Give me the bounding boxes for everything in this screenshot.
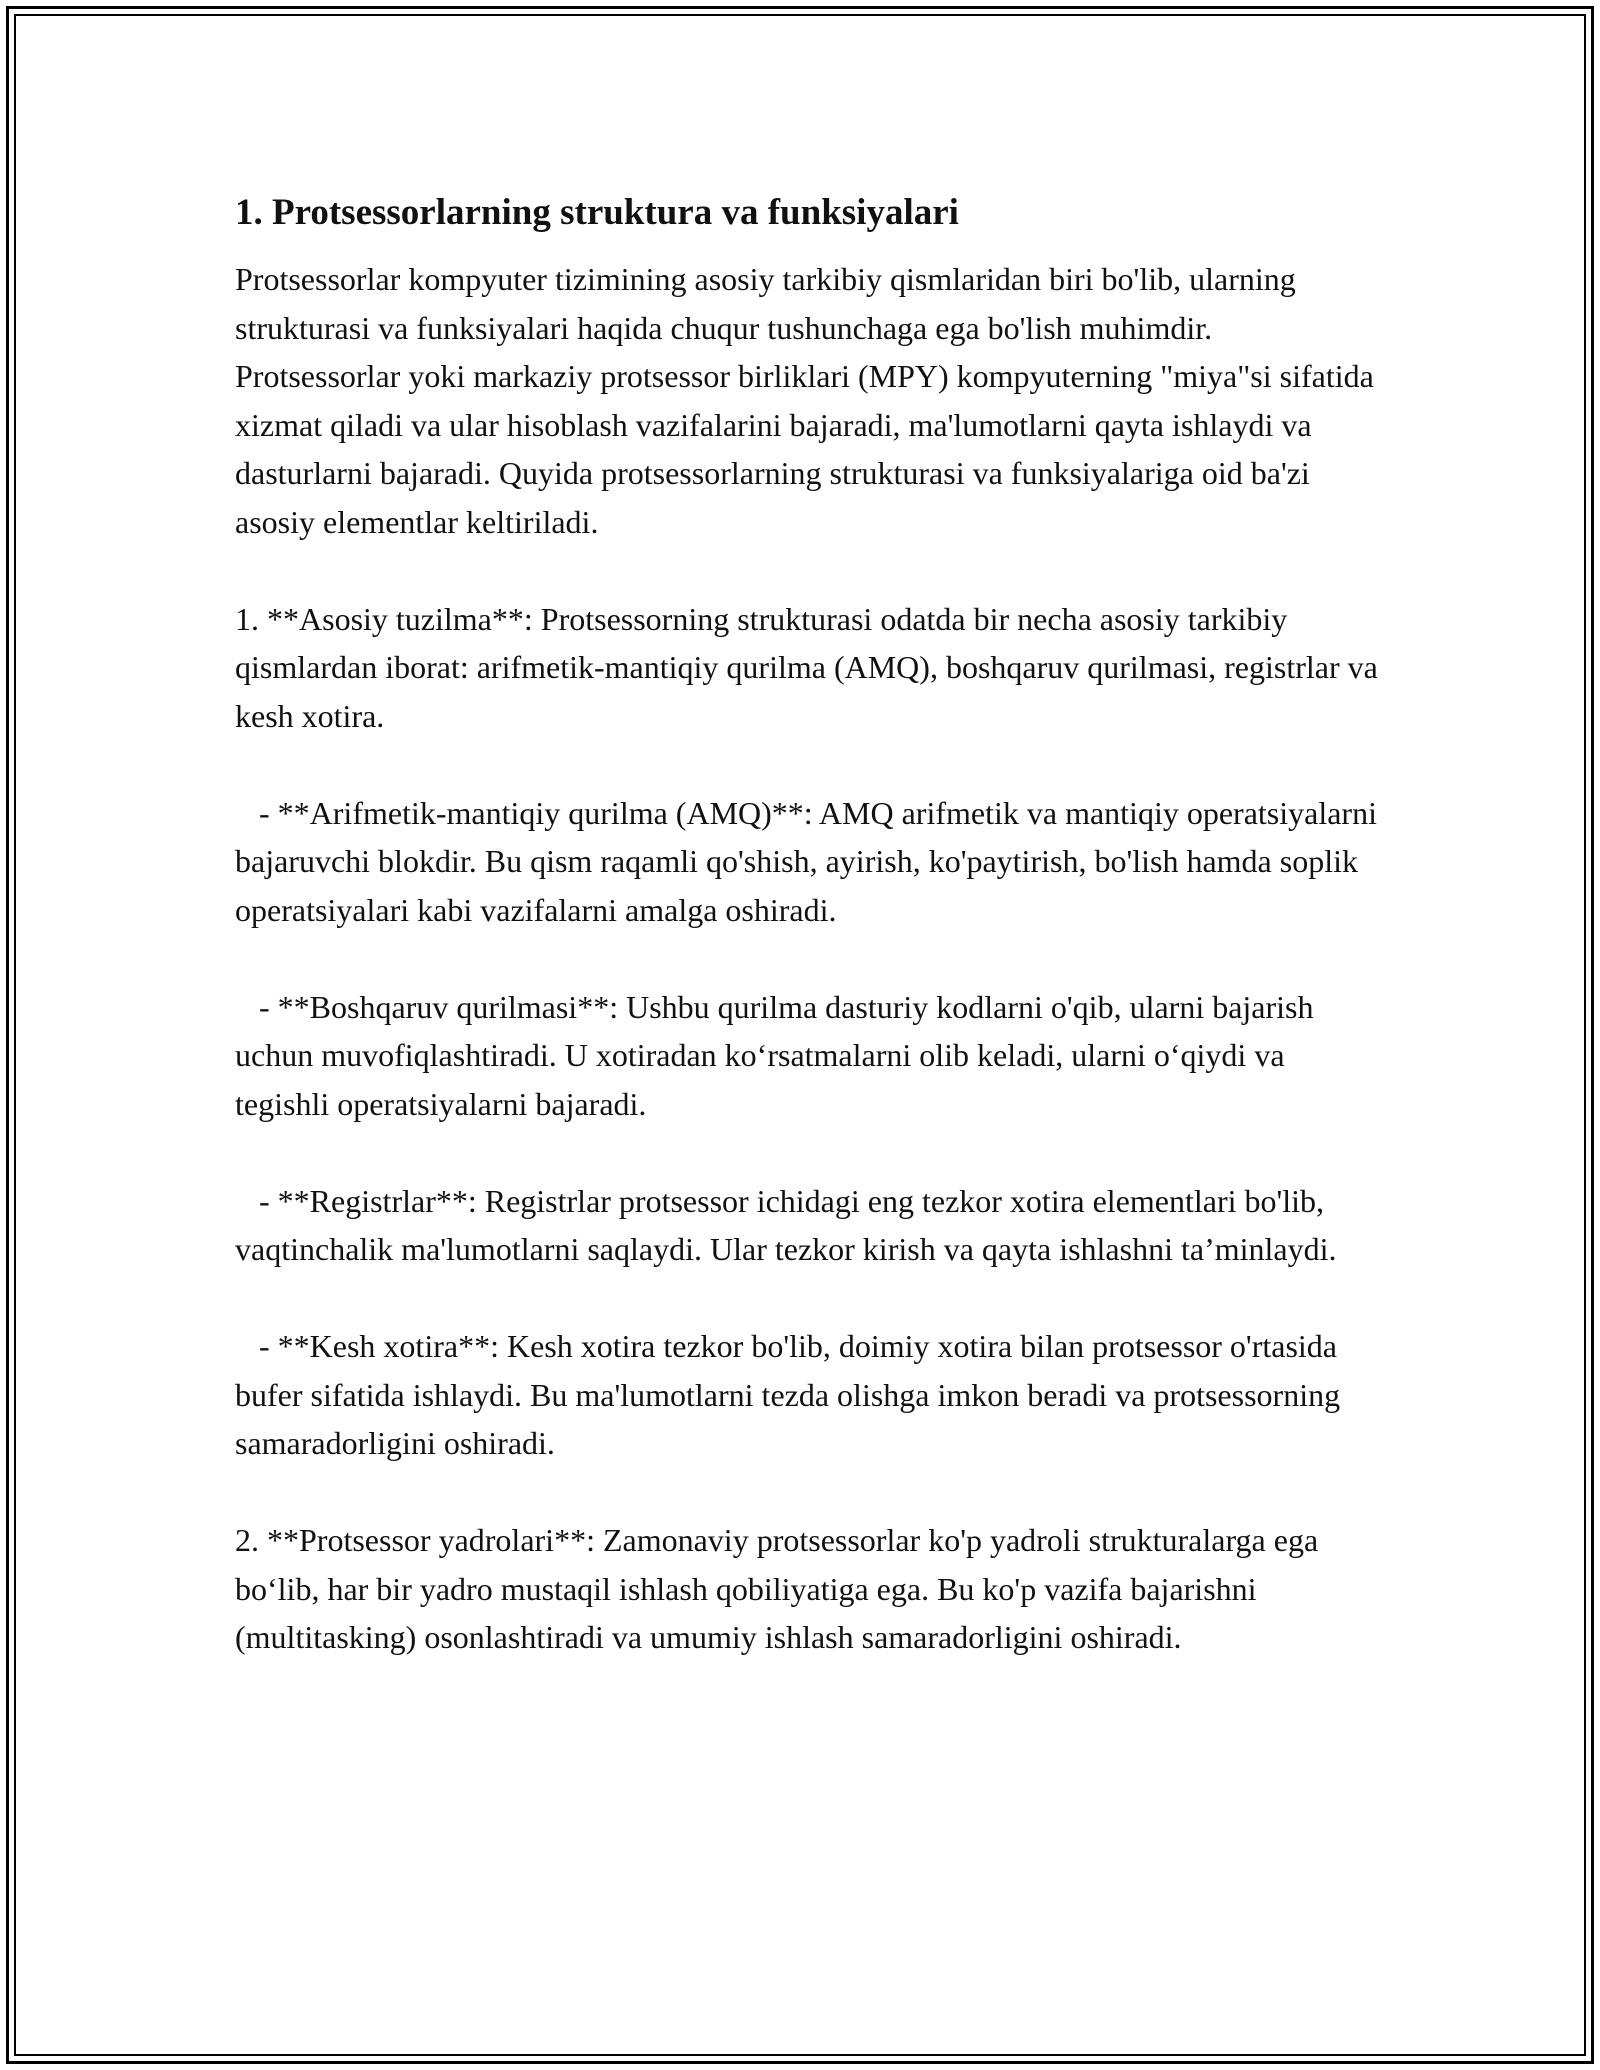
list-item-asosiy-tuzilma: 1. **Asosiy tuzilma**: Protsessorning strukturasi odatda bir necha asosiy tarkibiy qismlardan iborat: arifmetik-mantiqiy qurilma (AMQ), boshqaruv qurilmasi, registrlar va kesh xotira. <box>235 600 1386 734</box>
sub-item-amq: - **Arifmetik-mantiqiy qurilma (AMQ)**: AMQ arifmetik va mantiqiy operatsiyalarni bajaruvchi blokdir. Bu qism raqamli qo'shish, ayirish, ko'paytirish, bo'lish hamda soplik operatsiyalari kabi vazifalarni amalga oshiradi. <box>235 794 1385 928</box>
section-heading: 1. Protsessorlarning struktura va funksiyalari <box>235 192 959 233</box>
sub-item-registrlar: - **Registrlar**: Registrlar protsessor ichidagi eng tezkor xotira elementlari bo'lib, vaqtinchalik ma'lumotlarni saqlaydi. Ular tezkor kirish va qayta ishlashni ta’minlaydi. <box>235 1182 1337 1267</box>
document-body <box>235 185 1385 1710</box>
sub-item-boshqaruv: - **Boshqaruv qurilmasi**: Ushbu qurilma dasturiy kodlarni o'qib, ularni bajarish uchun muvofiqlashtiradi. U xotiradan ko‘rsatmalarni olib keladi, ularni o‘qiydi va tegishli operatsiyalarni bajaradi. <box>235 988 1322 1122</box>
intro-paragraph: Protsessorlar kompyuter tizimining asosiy tarkibiy qismlaridan biri bo'lib, ularning strukturasi va funksiyalari haqida chuqur tushunchaga ega bo'lish muhimdir. Protsessorlar yoki markaziy protsessor birliklari (MPY) kompyuterning "miya"si sifatida xizmat qiladi va ular hisoblash vazifalarini bajaradi, ma'lumotlarni qayta ishlaydi va dasturlarni bajaradi. Quyida protsessorlarning strukturasi va funksiyalariga oid ba'zi asosiy elementlar keltiriladi. <box>235 261 1382 540</box>
list-item-protsessor-yadrolari: 2. **Protsessor yadrolari**: Zamonaviy protsessorlar ko'p yadroli strukturalarga ega bo‘lib, har bir yadro mustaqil ishlash qobiliyatiga ega. Bu ko'p vazifa bajarishni (multitasking) osonlashtiradi va umumiy ishlash samaradorligini oshiradi. <box>235 1522 1327 1655</box>
sub-item-kesh-xotira: - **Kesh xotira**: Kesh xotira tezkor bo'lib, doimiy xotira bilan protsessor o'rtasida bufer sifatida ishlaydi. Bu ma'lumotlarni tezda olishga imkon beradi va protsessorning samaradorligini oshiradi. <box>235 1328 1349 1461</box>
